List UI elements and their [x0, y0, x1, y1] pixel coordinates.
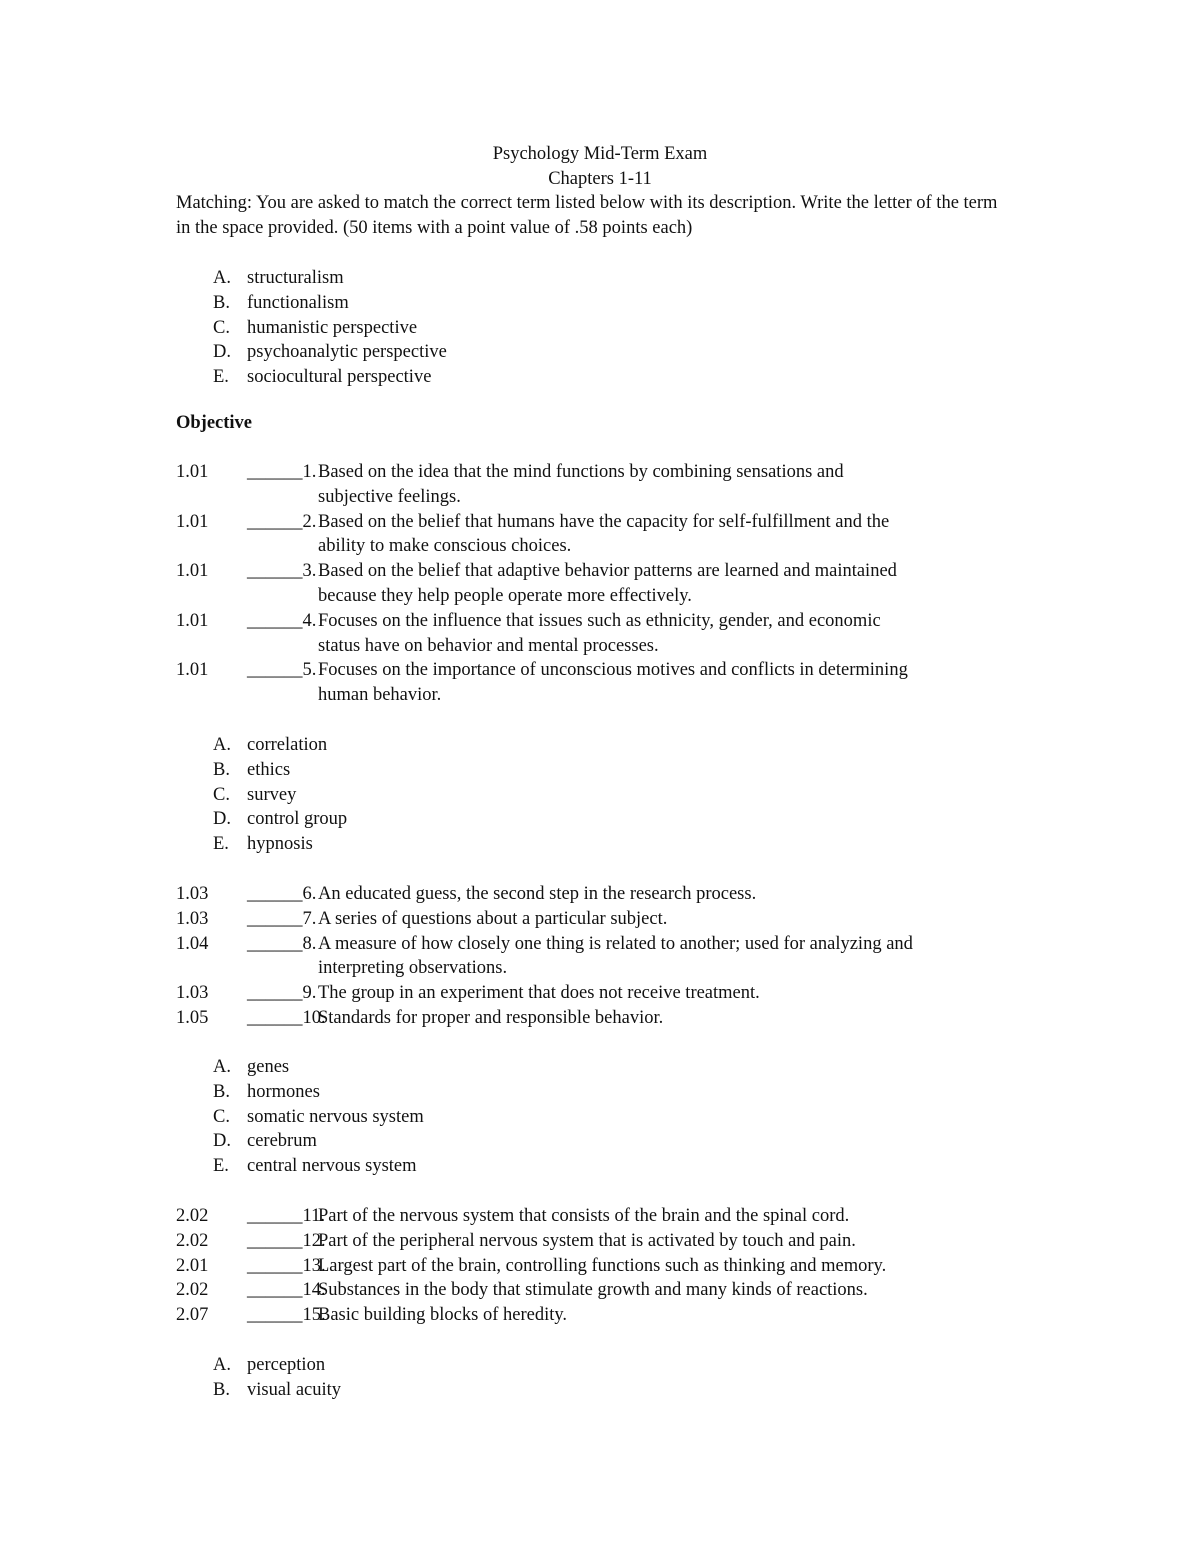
question-list — [176, 1204, 1036, 1328]
question-item — [176, 1229, 1036, 1254]
term-item — [213, 1378, 341, 1403]
term-text: control group — [247, 809, 348, 830]
question-item — [176, 1303, 1036, 1328]
question-text: The group in an experiment that does not receive treatment. — [318, 983, 760, 1004]
objective-code: 1.03 — [176, 884, 209, 904]
question-text: Substances in the body that stimulate growth and many kinds of reactions. — [318, 1280, 868, 1301]
term-item — [213, 365, 447, 390]
answer-blank[interactable]: ______11. — [247, 1206, 325, 1226]
page-subtitle: Chapters 1-11 — [548, 169, 652, 189]
answer-blank[interactable]: ______4. — [247, 610, 317, 631]
term-letter: B. — [213, 759, 230, 780]
term-text: genes — [247, 1057, 290, 1077]
question-text: Largest part of the brain, controlling functions such as thinking and memory. — [318, 1255, 887, 1276]
question-text-continued: interpreting observations. — [318, 958, 508, 979]
question-text: Focuses on the importance of unconscious motives and conflicts in determining — [318, 660, 908, 681]
answer-blank[interactable]: ______6. — [247, 884, 317, 904]
term-item — [213, 340, 447, 365]
term-letter: E. — [213, 1156, 229, 1177]
term-letter: A. — [213, 1057, 231, 1077]
term-letter: D. — [213, 342, 231, 363]
answer-blank[interactable]: ______3. — [247, 561, 317, 582]
term-text: survey — [247, 784, 297, 805]
term-letter: D. — [213, 1131, 231, 1152]
question-text: Part of the peripheral nervous system that is activated by touch and pain. — [318, 1230, 856, 1251]
term-item — [213, 1353, 341, 1378]
term-text: central nervous system — [247, 1156, 417, 1177]
term-item — [213, 1105, 424, 1130]
question-text: Basic building blocks of heredity. — [318, 1305, 568, 1326]
objective-code: 2.02 — [176, 1280, 209, 1301]
question-item — [176, 907, 1036, 932]
question-item — [176, 510, 1036, 560]
question-text-continued: because they help people operate more effectively. — [318, 585, 692, 606]
term-letter: A. — [213, 1355, 231, 1375]
term-list — [213, 733, 347, 857]
answer-blank[interactable]: ______1. — [247, 462, 317, 482]
term-text: cerebrum — [247, 1131, 317, 1152]
term-text: sociocultural perspective — [247, 367, 432, 388]
question-item — [176, 658, 1036, 708]
term-text: visual acuity — [247, 1379, 342, 1400]
term-text: psychoanalytic perspective — [247, 342, 447, 363]
question-item — [176, 609, 1036, 659]
question-text-continued: subjective feelings. — [318, 486, 461, 507]
term-item — [213, 1055, 424, 1080]
term-list — [213, 1055, 424, 1179]
question-text: Based on the belief that adaptive behavior patterns are learned and maintained — [318, 561, 897, 582]
objective-code: 1.01 — [176, 511, 209, 532]
objective-code: 1.01 — [176, 660, 209, 681]
question-text-continued: ability to make conscious choices. — [318, 536, 572, 557]
term-letter: B. — [213, 1081, 230, 1102]
term-text: perception — [247, 1355, 326, 1375]
question-text: Focuses on the influence that issues such as ethnicity, gender, and economic — [318, 610, 881, 631]
question-text: Standards for proper and responsible behavior. — [318, 1007, 664, 1028]
objective-code: 1.04 — [176, 933, 209, 954]
answer-blank[interactable]: ______5. — [247, 660, 317, 681]
term-item — [213, 733, 347, 758]
question-item — [176, 460, 1036, 510]
question-text-continued: human behavior. — [318, 685, 442, 706]
term-text: hormones — [247, 1081, 320, 1102]
term-item — [213, 266, 447, 291]
objective-code: 1.05 — [176, 1007, 209, 1028]
term-letter: C. — [213, 784, 230, 805]
question-text-continued: status have on behavior and mental processes. — [318, 635, 659, 656]
objective-code: 2.07 — [176, 1305, 209, 1326]
question-item — [176, 1006, 1036, 1031]
term-item — [213, 1080, 424, 1105]
question-text: Part of the nervous system that consists of the brain and the spinal cord. — [318, 1206, 850, 1226]
question-item — [176, 559, 1036, 609]
objective-code: 2.02 — [176, 1230, 209, 1251]
term-letter: E. — [213, 834, 229, 855]
answer-blank[interactable]: ______2. — [247, 511, 317, 532]
answer-blank[interactable]: ______13. — [247, 1255, 326, 1276]
question-list — [176, 882, 1036, 1031]
term-item — [213, 783, 347, 808]
term-item — [213, 291, 447, 316]
term-letter: C. — [213, 317, 230, 338]
term-item — [213, 1154, 424, 1179]
question-text: A measure of how closely one thing is related to another; used for analyzing and — [318, 933, 913, 954]
question-item — [176, 981, 1036, 1006]
objective-code: 1.01 — [176, 610, 209, 631]
question-item — [176, 1204, 1036, 1229]
term-text: humanistic perspective — [247, 317, 418, 338]
objective-code: 2.01 — [176, 1255, 209, 1276]
term-item — [213, 1129, 424, 1154]
instructions: Matching: You are asked to match the correct term listed below with its description. Write the letter of the term in the space provided. (50 items with a point value of .58 points each) — [176, 193, 998, 238]
objective-heading: Objective — [176, 413, 253, 433]
answer-blank[interactable]: ______8. — [247, 933, 317, 954]
term-item — [213, 758, 347, 783]
answer-blank[interactable]: ______10. — [247, 1007, 326, 1028]
term-item — [213, 807, 347, 832]
term-letter: B. — [213, 1379, 230, 1400]
term-letter: D. — [213, 809, 231, 830]
page-title: Psychology Mid-Term Exam — [492, 144, 708, 164]
term-text: functionalism — [247, 292, 349, 313]
question-list — [176, 460, 1036, 708]
question-text: Based on the idea that the mind functions by combining sensations and — [318, 462, 844, 482]
term-text: somatic nervous system — [247, 1106, 424, 1127]
answer-blank[interactable]: ______7. — [247, 908, 317, 929]
objective-code: 2.02 — [176, 1206, 209, 1226]
question-text: An educated guess, the second step in the research process. — [318, 884, 757, 904]
objective-code: 1.03 — [176, 983, 209, 1004]
question-item — [176, 882, 1036, 907]
term-text: correlation — [247, 735, 328, 755]
term-letter: C. — [213, 1106, 230, 1127]
answer-blank[interactable]: ______15. — [247, 1305, 326, 1326]
term-letter: B. — [213, 292, 230, 313]
question-item — [176, 1254, 1036, 1279]
term-letter: A. — [213, 268, 231, 288]
term-text: ethics — [247, 759, 291, 780]
term-list — [213, 1353, 341, 1403]
objective-code: 1.01 — [176, 462, 209, 482]
objective-code: 1.01 — [176, 561, 209, 582]
term-letter: E. — [213, 367, 229, 388]
objective-code: 1.03 — [176, 908, 209, 929]
answer-blank[interactable]: ______14. — [247, 1280, 326, 1301]
term-text: structuralism — [247, 268, 344, 288]
answer-blank[interactable]: ______12. — [247, 1230, 326, 1251]
term-list — [213, 266, 447, 390]
term-text: hypnosis — [247, 834, 313, 855]
question-text: Based on the belief that humans have the capacity for self-fulfillment and the — [318, 511, 890, 532]
term-letter: A. — [213, 735, 231, 755]
question-item — [176, 932, 1036, 982]
term-item — [213, 316, 447, 341]
question-text: A series of questions about a particular subject. — [318, 908, 668, 929]
answer-blank[interactable]: ______9. — [247, 983, 317, 1004]
term-item — [213, 832, 347, 857]
question-item — [176, 1278, 1036, 1303]
